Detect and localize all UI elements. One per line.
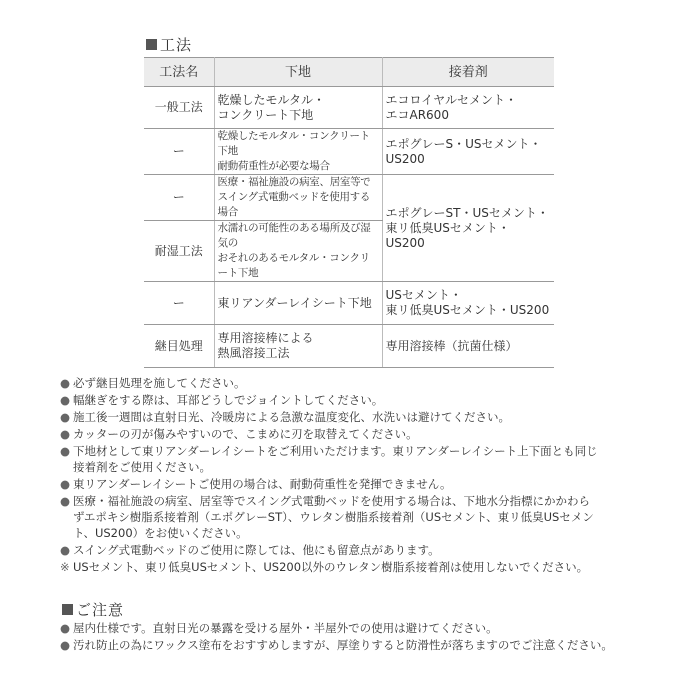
table-row (144, 129, 554, 175)
table-header-row (144, 58, 554, 87)
list-item (60, 476, 660, 492)
note-text: 東リアンダーレイシートご使用の場合は、耐動荷重性を発揮できません。 (73, 477, 452, 491)
bullet-mark: ● (60, 477, 71, 491)
cell-substrate: 水濡れの可能性のある場所及び湿気の おそれのあるモルタル・コンクリート下地 (214, 221, 382, 282)
list-item (60, 620, 660, 636)
list-item (60, 443, 660, 475)
cell-method: ー (144, 129, 214, 175)
table-row (144, 282, 554, 325)
bullet-mark: ● (60, 543, 71, 557)
list-item (60, 559, 660, 575)
cell-adhesive: エコロイヤルセメント・ エコAR600 (382, 87, 554, 129)
note-text: 汚れ防止の為にワックス塗布をおすすめしますが、厚塗りすると防滑性が落ちますのでご注意ください。 (73, 638, 613, 652)
list-item (60, 542, 660, 558)
cell-method: 一般工法 (144, 87, 214, 129)
note-text: スイング式電動ベッドのご使用に際しては、他にも留意点があります。 (73, 543, 440, 557)
caution-section-title-text: ご注意 (76, 601, 125, 619)
note-text: 下地材として東リアンダーレイシートをご利用いただけます。東リアンダーレイシート上下面とも同じ 接着剤をご使用ください。 (73, 444, 598, 474)
caution-section-title (62, 599, 124, 620)
cell-adhesive: エポグレーST・USセメント・ 東リ低臭USセメント・ US200 (382, 175, 554, 282)
list-item (60, 392, 660, 408)
bullet-mark: ● (60, 444, 71, 458)
notes-list (60, 375, 660, 576)
bullet-mark: ● (60, 376, 71, 390)
cell-substrate: 専用溶接棒による 熱風溶接工法 (214, 325, 382, 368)
list-item (60, 375, 660, 391)
cell-adhesive: USセメント・ 東リ低臭USセメント・US200 (382, 282, 554, 325)
note-text: 幅継ぎをする際は、耳部どうしでジョイントしてください。 (73, 393, 384, 407)
list-item (60, 637, 660, 653)
list-item (60, 426, 660, 442)
bullet-mark: ● (60, 621, 71, 635)
method-table (144, 57, 554, 368)
note-text: 屋内仕様です。直射日光の暴露を受ける屋外・半屋外での使用は避けてください。 (73, 621, 498, 635)
cell-adhesive: 専用溶接棒（抗菌仕様） (382, 325, 554, 368)
bullet-mark: ※ (60, 560, 70, 574)
bullet-mark: ● (60, 427, 71, 441)
cell-method: 耐湿工法 (144, 221, 214, 282)
method-section-title (146, 34, 192, 55)
cell-substrate: 乾燥したモルタル・コンクリート下地 耐動荷重性が必要な場合 (214, 129, 382, 175)
square-bullet-icon (146, 39, 157, 50)
note-text: USセメント、東リ低臭USセメント、US200以外のウレタン樹脂系接着剤は使用しないでください。 (73, 560, 589, 574)
bullet-mark: ● (60, 410, 71, 424)
cell-adhesive: エポグレーS・USセメント・ US200 (382, 129, 554, 175)
list-item (60, 409, 660, 425)
note-text: 必ず継目処理を施してください。 (73, 376, 246, 390)
note-text: 医療・福祉施設の病室、居室等でスイング式電動ベッドを使用する場合は、下地水分指標にかかわら ずエポキシ樹脂系接着剤（エポグレーST）、ウレタン樹脂系接着剤（USセメント、東リ低臭USセメン ト、US200）をお使いください。 (73, 494, 594, 540)
bullet-mark: ● (60, 638, 71, 652)
bullet-mark: ● (60, 494, 71, 508)
method-section-title-text: 工法 (160, 36, 193, 54)
header-substrate: 下地 (214, 58, 382, 87)
cell-method: ー (144, 282, 214, 325)
caution-notes-list (60, 620, 660, 654)
note-text: カッターの刃が傷みやすいので、こまめに刃を取替えてください。 (73, 427, 418, 441)
list-item (60, 493, 660, 541)
cell-substrate: 東リアンダーレイシート下地 (214, 282, 382, 325)
table-row (144, 87, 554, 129)
cell-method: 継目処理 (144, 325, 214, 368)
table-row (144, 175, 554, 221)
header-adhesive: 接着剤 (382, 58, 554, 87)
bullet-mark: ● (60, 393, 71, 407)
header-method: 工法名 (144, 58, 214, 87)
note-text: 施工後一週間は直射日光、冷暖房による急激な温度変化、水洗いは避けてください。 (73, 410, 510, 424)
cell-substrate: 乾燥したモルタル・ コンクリート下地 (214, 87, 382, 129)
cell-substrate: 医療・福祉施設の病室、居室等で スイング式電動ベッドを使用する場合 (214, 175, 382, 221)
square-bullet-icon (62, 604, 73, 615)
table-row (144, 325, 554, 368)
cell-method: ー (144, 175, 214, 221)
